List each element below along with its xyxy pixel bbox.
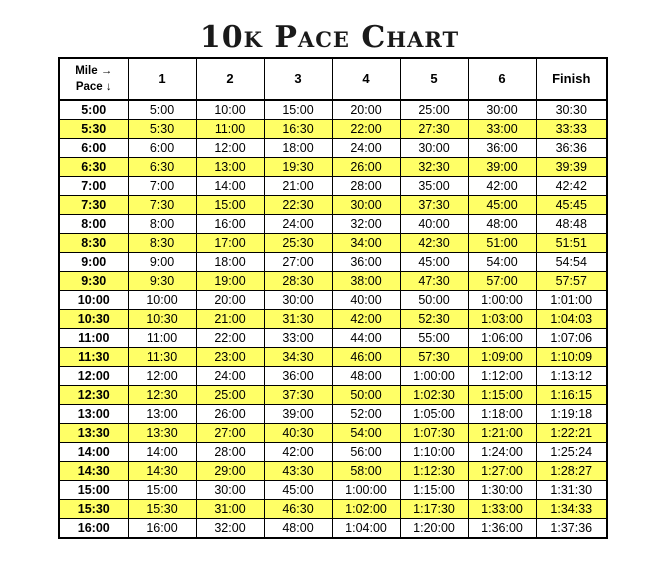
split-time-cell: 14:00 (196, 177, 264, 196)
pace-cell: 15:00 (59, 481, 128, 500)
split-time-cell: 1:21:00 (468, 424, 536, 443)
finish-time-cell: 1:19:18 (536, 405, 607, 424)
split-time-cell: 37:30 (400, 196, 468, 215)
split-time-cell: 19:00 (196, 272, 264, 291)
split-time-cell: 13:00 (196, 158, 264, 177)
split-time-cell: 14:00 (128, 443, 196, 462)
split-time-cell: 13:30 (128, 424, 196, 443)
table-row (59, 120, 607, 139)
finish-time-cell: 45:45 (536, 196, 607, 215)
split-time-cell: 27:30 (400, 120, 468, 139)
pace-cell: 12:00 (59, 367, 128, 386)
split-time-cell: 1:00:00 (468, 291, 536, 310)
table-row (59, 234, 607, 253)
column-header-mile-6: 6 (468, 58, 536, 100)
split-time-cell: 54:00 (468, 253, 536, 272)
table-row (59, 196, 607, 215)
finish-time-cell: 1:04:03 (536, 310, 607, 329)
finish-time-cell: 57:57 (536, 272, 607, 291)
split-time-cell: 30:00 (400, 139, 468, 158)
split-time-cell: 1:27:00 (468, 462, 536, 481)
split-time-cell: 31:30 (264, 310, 332, 329)
column-header-mile-3: 3 (264, 58, 332, 100)
pace-cell: 10:30 (59, 310, 128, 329)
split-time-cell: 16:00 (196, 215, 264, 234)
split-time-cell: 15:00 (128, 481, 196, 500)
split-time-cell: 12:00 (128, 367, 196, 386)
split-time-cell: 1:06:00 (468, 329, 536, 348)
split-time-cell: 39:00 (468, 158, 536, 177)
column-header-mile-5: 5 (400, 58, 468, 100)
split-time-cell: 1:02:30 (400, 386, 468, 405)
pace-cell: 8:00 (59, 215, 128, 234)
table-row (59, 158, 607, 177)
pace-cell: 5:00 (59, 100, 128, 120)
pace-cell: 11:00 (59, 329, 128, 348)
split-time-cell: 20:00 (332, 100, 400, 120)
finish-time-cell: 1:13:12 (536, 367, 607, 386)
split-time-cell: 56:00 (332, 443, 400, 462)
split-time-cell: 1:17:30 (400, 500, 468, 519)
split-time-cell: 34:30 (264, 348, 332, 367)
split-time-cell: 30:00 (264, 291, 332, 310)
table-row (59, 348, 607, 367)
split-time-cell: 16:30 (264, 120, 332, 139)
header-row (59, 58, 607, 100)
split-time-cell: 57:00 (468, 272, 536, 291)
split-time-cell: 12:00 (196, 139, 264, 158)
column-header-mile-2: 2 (196, 58, 264, 100)
finish-time-cell: 1:16:15 (536, 386, 607, 405)
split-time-cell: 1:07:30 (400, 424, 468, 443)
split-time-cell: 1:18:00 (468, 405, 536, 424)
split-time-cell: 48:00 (468, 215, 536, 234)
pace-cell: 9:00 (59, 253, 128, 272)
pace-cell: 8:30 (59, 234, 128, 253)
split-time-cell: 25:30 (264, 234, 332, 253)
split-time-cell: 55:00 (400, 329, 468, 348)
split-time-cell: 45:00 (400, 253, 468, 272)
split-time-cell: 38:00 (332, 272, 400, 291)
split-time-cell: 27:00 (264, 253, 332, 272)
split-time-cell: 10:00 (196, 100, 264, 120)
split-time-cell: 1:09:00 (468, 348, 536, 367)
split-time-cell: 22:30 (264, 196, 332, 215)
finish-time-cell: 39:39 (536, 158, 607, 177)
finish-time-cell: 1:28:27 (536, 462, 607, 481)
finish-time-cell: 1:31:30 (536, 481, 607, 500)
finish-time-cell: 33:33 (536, 120, 607, 139)
split-time-cell: 45:00 (264, 481, 332, 500)
split-time-cell: 1:15:00 (400, 481, 468, 500)
split-time-cell: 33:00 (468, 120, 536, 139)
finish-time-cell: 54:54 (536, 253, 607, 272)
pace-cell: 7:00 (59, 177, 128, 196)
split-time-cell: 52:30 (400, 310, 468, 329)
split-time-cell: 1:04:00 (332, 519, 400, 539)
split-time-cell: 33:00 (264, 329, 332, 348)
split-time-cell: 31:00 (196, 500, 264, 519)
table-row (59, 424, 607, 443)
table-row (59, 386, 607, 405)
split-time-cell: 32:30 (400, 158, 468, 177)
pace-cell: 10:00 (59, 291, 128, 310)
table-row (59, 272, 607, 291)
split-time-cell: 6:30 (128, 158, 196, 177)
split-time-cell: 24:00 (332, 139, 400, 158)
table-row (59, 177, 607, 196)
pace-cell: 7:30 (59, 196, 128, 215)
split-time-cell: 47:30 (400, 272, 468, 291)
split-time-cell: 1:30:00 (468, 481, 536, 500)
split-time-cell: 5:30 (128, 120, 196, 139)
table-row (59, 481, 607, 500)
split-time-cell: 11:30 (128, 348, 196, 367)
split-time-cell: 1:00:00 (400, 367, 468, 386)
split-time-cell: 51:00 (468, 234, 536, 253)
pace-cell: 13:00 (59, 405, 128, 424)
split-time-cell: 11:00 (128, 329, 196, 348)
split-time-cell: 6:00 (128, 139, 196, 158)
pace-cell: 12:30 (59, 386, 128, 405)
split-time-cell: 1:15:00 (468, 386, 536, 405)
split-time-cell: 1:03:00 (468, 310, 536, 329)
table-row (59, 519, 607, 539)
table-row (59, 462, 607, 481)
split-time-cell: 21:00 (196, 310, 264, 329)
split-time-cell: 15:00 (264, 100, 332, 120)
split-time-cell: 45:00 (468, 196, 536, 215)
split-time-cell: 36:00 (332, 253, 400, 272)
split-time-cell: 58:00 (332, 462, 400, 481)
split-time-cell: 21:00 (264, 177, 332, 196)
table-row (59, 405, 607, 424)
finish-time-cell: 30:30 (536, 100, 607, 120)
split-time-cell: 22:00 (196, 329, 264, 348)
split-time-cell: 1:24:00 (468, 443, 536, 462)
split-time-cell: 19:30 (264, 158, 332, 177)
split-time-cell: 1:05:00 (400, 405, 468, 424)
split-time-cell: 37:30 (264, 386, 332, 405)
split-time-cell: 35:00 (400, 177, 468, 196)
split-time-cell: 46:30 (264, 500, 332, 519)
finish-time-cell: 1:37:36 (536, 519, 607, 539)
finish-time-cell: 1:25:24 (536, 443, 607, 462)
table-row (59, 100, 607, 120)
pace-cell: 6:00 (59, 139, 128, 158)
split-time-cell: 36:00 (264, 367, 332, 386)
split-time-cell: 10:30 (128, 310, 196, 329)
pace-cell: 9:30 (59, 272, 128, 291)
finish-time-cell: 1:01:00 (536, 291, 607, 310)
table-row (59, 443, 607, 462)
split-time-cell: 15:00 (196, 196, 264, 215)
split-time-cell: 13:00 (128, 405, 196, 424)
split-time-cell: 7:00 (128, 177, 196, 196)
split-time-cell: 7:30 (128, 196, 196, 215)
split-time-cell: 1:10:00 (400, 443, 468, 462)
finish-time-cell: 1:10:09 (536, 348, 607, 367)
column-header-finish: Finish (536, 58, 607, 100)
split-time-cell: 40:00 (400, 215, 468, 234)
split-time-cell: 50:00 (400, 291, 468, 310)
split-time-cell: 28:00 (196, 443, 264, 462)
finish-time-cell: 48:48 (536, 215, 607, 234)
split-time-cell: 12:30 (128, 386, 196, 405)
table-row (59, 139, 607, 158)
split-time-cell: 5:00 (128, 100, 196, 120)
split-time-cell: 32:00 (196, 519, 264, 539)
split-time-cell: 42:30 (400, 234, 468, 253)
split-time-cell: 54:00 (332, 424, 400, 443)
pace-cell: 11:30 (59, 348, 128, 367)
split-time-cell: 1:12:00 (468, 367, 536, 386)
finish-time-cell: 1:22:21 (536, 424, 607, 443)
split-time-cell: 42:00 (332, 310, 400, 329)
split-time-cell: 23:00 (196, 348, 264, 367)
pace-cell: 14:30 (59, 462, 128, 481)
split-time-cell: 36:00 (468, 139, 536, 158)
split-time-cell: 8:00 (128, 215, 196, 234)
split-time-cell: 29:00 (196, 462, 264, 481)
split-time-cell: 20:00 (196, 291, 264, 310)
split-time-cell: 32:00 (332, 215, 400, 234)
split-time-cell: 46:00 (332, 348, 400, 367)
finish-time-cell: 1:07:06 (536, 329, 607, 348)
split-time-cell: 15:30 (128, 500, 196, 519)
corner-pace-label: Pace ↓ (75, 81, 112, 93)
table-row (59, 367, 607, 386)
split-time-cell: 34:00 (332, 234, 400, 253)
chart-title: 10k Pace Chart (199, 20, 460, 55)
split-time-cell: 48:00 (264, 519, 332, 539)
split-time-cell: 1:00:00 (332, 481, 400, 500)
split-time-cell: 28:30 (264, 272, 332, 291)
split-time-cell: 1:02:00 (332, 500, 400, 519)
pace-table-body (59, 100, 607, 538)
split-time-cell: 42:00 (264, 443, 332, 462)
split-time-cell: 17:00 (196, 234, 264, 253)
corner-header (59, 58, 128, 100)
split-time-cell: 30:00 (468, 100, 536, 120)
finish-time-cell: 42:42 (536, 177, 607, 196)
table-row (59, 500, 607, 519)
split-time-cell: 43:30 (264, 462, 332, 481)
pace-cell: 16:00 (59, 519, 128, 539)
pace-cell: 14:00 (59, 443, 128, 462)
split-time-cell: 24:00 (196, 367, 264, 386)
split-time-cell: 1:20:00 (400, 519, 468, 539)
split-time-cell: 42:00 (468, 177, 536, 196)
finish-time-cell: 51:51 (536, 234, 607, 253)
table-row (59, 215, 607, 234)
pace-table (58, 57, 608, 539)
column-header-mile-1: 1 (128, 58, 196, 100)
split-time-cell: 52:00 (332, 405, 400, 424)
table-row (59, 253, 607, 272)
split-time-cell: 18:00 (196, 253, 264, 272)
table-row (59, 310, 607, 329)
split-time-cell: 1:36:00 (468, 519, 536, 539)
split-time-cell: 44:00 (332, 329, 400, 348)
table-row (59, 329, 607, 348)
split-time-cell: 10:00 (128, 291, 196, 310)
pace-cell: 15:30 (59, 500, 128, 519)
table-row (59, 291, 607, 310)
split-time-cell: 25:00 (400, 100, 468, 120)
split-time-cell: 26:00 (196, 405, 264, 424)
pace-cell: 5:30 (59, 120, 128, 139)
split-time-cell: 30:00 (332, 196, 400, 215)
split-time-cell: 25:00 (196, 386, 264, 405)
split-time-cell: 9:00 (128, 253, 196, 272)
split-time-cell: 40:30 (264, 424, 332, 443)
split-time-cell: 11:00 (196, 120, 264, 139)
split-time-cell: 48:00 (332, 367, 400, 386)
split-time-cell: 8:30 (128, 234, 196, 253)
split-time-cell: 1:33:00 (468, 500, 536, 519)
split-time-cell: 14:30 (128, 462, 196, 481)
split-time-cell: 57:30 (400, 348, 468, 367)
split-time-cell: 30:00 (196, 481, 264, 500)
split-time-cell: 9:30 (128, 272, 196, 291)
finish-time-cell: 36:36 (536, 139, 607, 158)
split-time-cell: 28:00 (332, 177, 400, 196)
split-time-cell: 16:00 (128, 519, 196, 539)
split-time-cell: 39:00 (264, 405, 332, 424)
split-time-cell: 40:00 (332, 291, 400, 310)
pace-cell: 6:30 (59, 158, 128, 177)
split-time-cell: 18:00 (264, 139, 332, 158)
split-time-cell: 50:00 (332, 386, 400, 405)
finish-time-cell: 1:34:33 (536, 500, 607, 519)
pace-cell: 13:30 (59, 424, 128, 443)
split-time-cell: 22:00 (332, 120, 400, 139)
column-header-mile-4: 4 (332, 58, 400, 100)
split-time-cell: 26:00 (332, 158, 400, 177)
split-time-cell: 1:12:30 (400, 462, 468, 481)
split-time-cell: 24:00 (264, 215, 332, 234)
split-time-cell: 27:00 (196, 424, 264, 443)
corner-mile-label: Mile → (75, 65, 113, 77)
